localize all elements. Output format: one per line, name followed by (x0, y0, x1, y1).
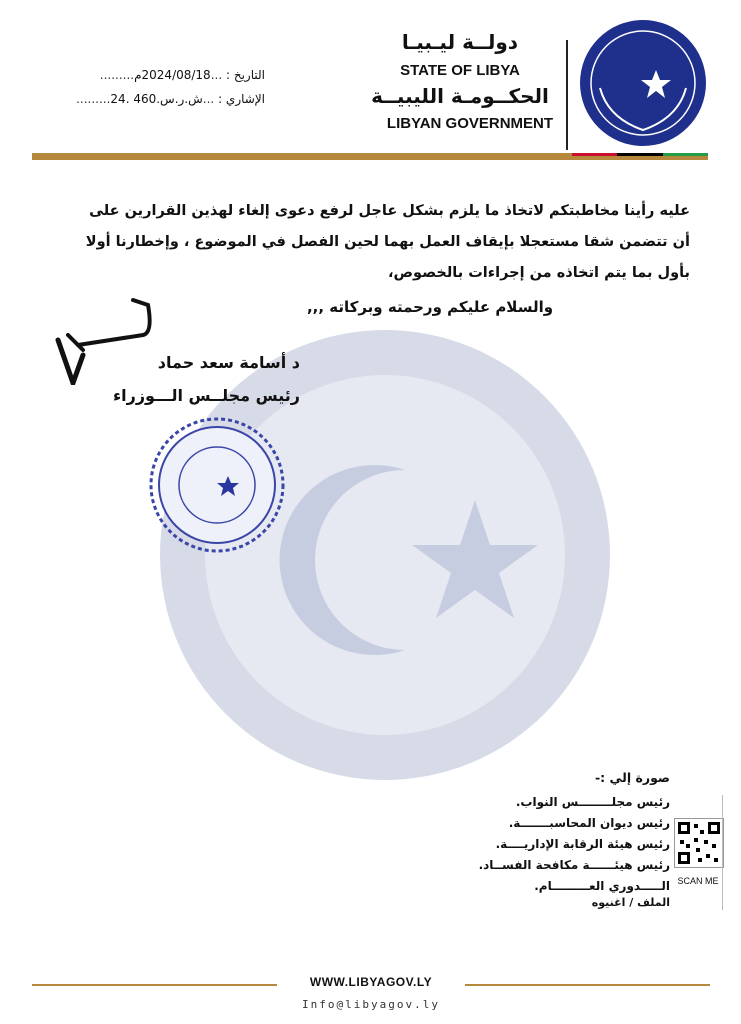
government-name-english: LIBYAN GOVERNMENT (386, 115, 554, 132)
flag-stripe-green (663, 153, 708, 156)
signer-title: رئيس مجلــس الـــوزراء (112, 386, 300, 405)
footer-line-left (32, 984, 277, 986)
state-name-arabic: دولــة ليـبيـا (401, 30, 519, 54)
header-divider (566, 40, 568, 150)
cc-item: رئيس ديوان المحاسبـــــــة. (508, 816, 670, 830)
libya-emblem-icon (578, 18, 708, 148)
date-value: 2024/08/18م (134, 68, 211, 82)
cc-item: رئيس هيئة الرقابة الإداريــــة. (495, 837, 670, 851)
cc-heading: صورة إلي :- (594, 770, 670, 785)
flag-stripe-red (572, 153, 617, 156)
state-name-english: STATE OF LIBYA (400, 62, 520, 79)
reference-value: ش.ر.س.460 .24 (110, 92, 203, 106)
reference-row: الإشاري : ...ش.ر.س.460 .24......... (76, 92, 265, 106)
closing-salutation: والسلام عليكم ورحمته وبركاته ,,, (306, 298, 554, 316)
government-name-arabic: الحكــومـة الليبيــة (371, 84, 549, 108)
website-link[interactable]: WWW.LIBYAGOV.LY (309, 975, 433, 989)
date-label: التاريخ : (225, 68, 265, 82)
signer-name: د أسامة سعد حماد (157, 353, 300, 372)
scan-me-label: SCAN ME (677, 876, 719, 886)
cc-item: الـــــدوري العـــــــــام. (534, 879, 670, 893)
reference-label: الإشاري : (218, 92, 265, 106)
cc-item: رئيس مجلــــــــس النواب. (515, 795, 670, 809)
side-divider (722, 795, 723, 910)
file-note: الملف / اغنيوه (591, 896, 670, 909)
official-seal-icon (148, 416, 286, 554)
cc-item: رئيس هيئــــــة مكافحة الفســاد. (478, 858, 670, 872)
flag-stripe-black (617, 153, 663, 156)
cc-list (370, 792, 670, 897)
date-row: التاريخ : ...2024/08/18م......... (99, 68, 265, 82)
qr-code-icon[interactable] (674, 818, 724, 868)
footer-line-right (465, 984, 710, 986)
letter-paragraph: عليه رأينا مخاطبتكم لاتخاذ ما يلزم بشكل عاجل لرفع دعوى إلغاء لهذين القرارين على أن تتضمن شقا مستعجلا بإيقاف العمل بهما لحين الفصل في الموضوع ، وإخطارنا أولا بأول بما يتم اتخاذه من إجراءات بالخصوص، (85, 203, 690, 281)
email-link[interactable]: Info@libyagov.ly (302, 998, 440, 1011)
